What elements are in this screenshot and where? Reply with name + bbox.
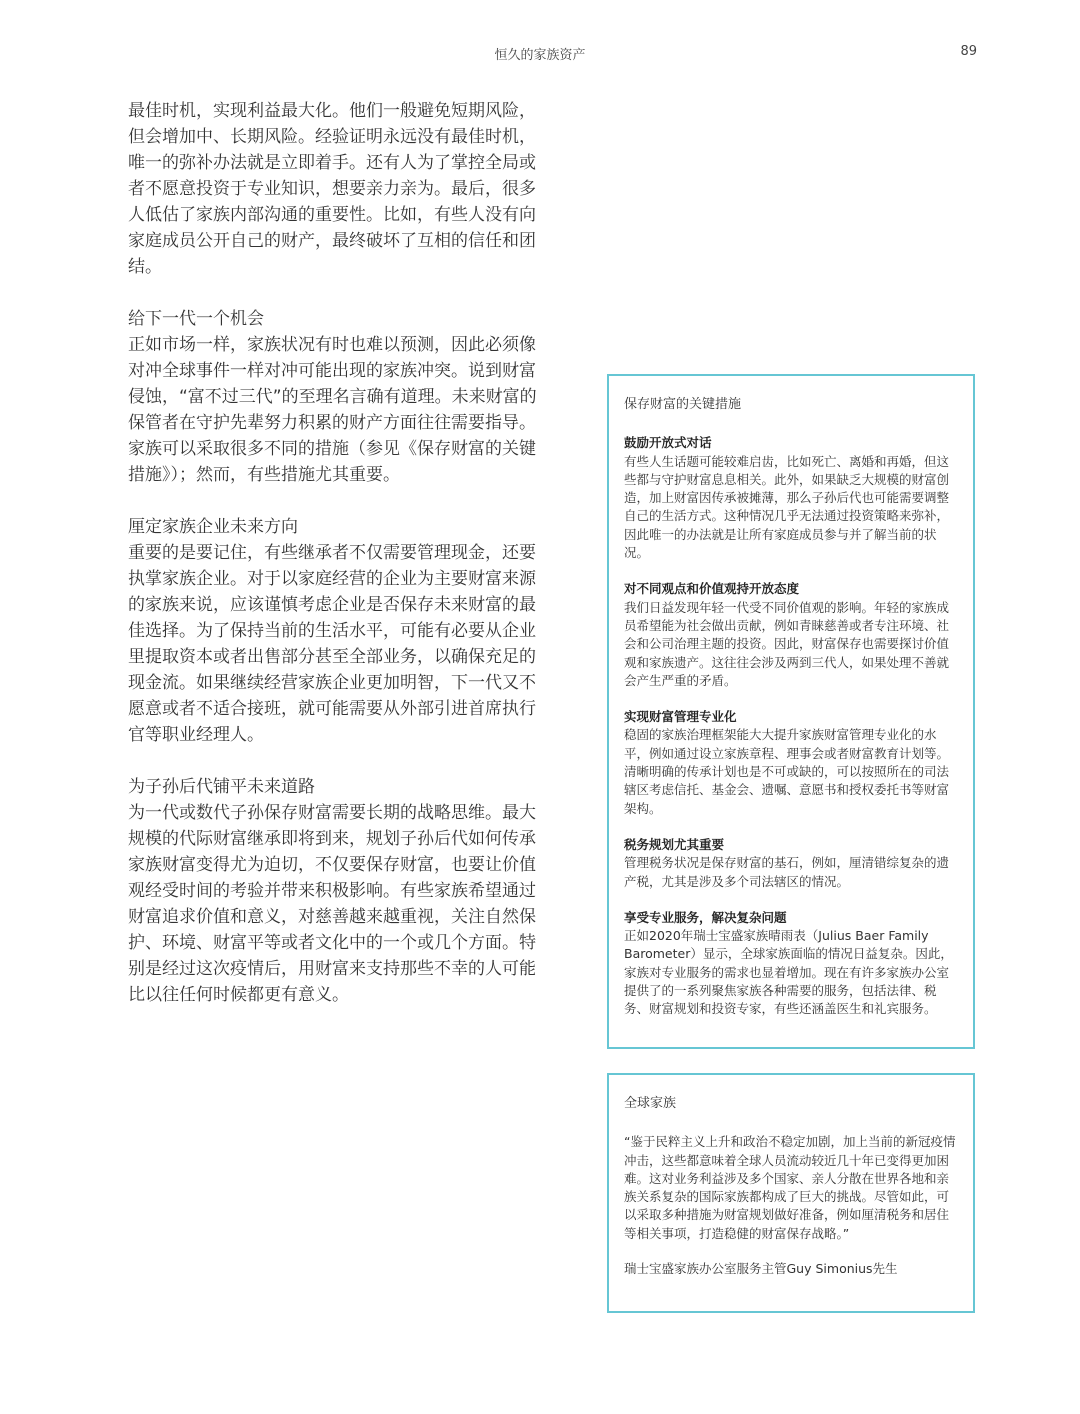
quote-text: “鉴于民粹主义上升和政治不稳定加剧，加上当前的新冠疫情冲击，这些都意味着全球人员流动较近几十年已变得更加困难。这对业务利益涉及多个国家、亲人分散在世界各地和亲族关系复杂的国际家族都构成了巨大的挑战。尽管如此，可以采取多种措施为财富规划做好准备，例如厘清税务和居住等相关事项，打造稳健的财富保存战略。”	[624, 1134, 956, 1241]
measure-heading: 享受专业服务，解决复杂问题	[624, 909, 787, 925]
box-title: 全球家族	[624, 1096, 677, 1111]
page-number: 89	[960, 44, 977, 59]
section-next-generation	[128, 306, 548, 488]
measure-item	[624, 580, 959, 690]
measure-item	[624, 836, 959, 891]
section-body: 为一代或数代子孙保存财富需要长期的战略思维。最大规模的代际财富继承即将到来，规划子孙后代如何传承家族财富变得尤为迫切，不仅要保存财富，也要让价值观经受时间的考验并带来积极影响。有些家族希望通过财富追求价值和意义，对慈善越来越重视，关注自然保护、环境、财富平等或者文化中的一个或几个方面。特别是经过这次疫情后，用财富来支持那些不幸的人可能比以往任何时候都更有意义。	[128, 803, 536, 1005]
section-future-path	[128, 774, 548, 1008]
measure-item	[624, 434, 959, 562]
running-header	[0, 44, 1080, 64]
measure-body: 管理税务状况是保存财富的基石，例如，厘清错综复杂的遗产税，尤其是涉及多个司法辖区的情况。	[624, 855, 950, 889]
measure-item	[624, 708, 959, 818]
box-title: 保存财富的关键措施	[624, 397, 742, 412]
key-measures-box	[607, 374, 975, 1049]
section-heading: 给下一代一个机会	[128, 309, 264, 329]
measure-heading: 鼓励开放式对话	[624, 435, 712, 451]
measure-body: 有些人生话题可能较难启齿，比如死亡、离婚和再婚，但这些都与守护财富息息相关。此外，如果缺乏大规模的财富创造，加上财富因传承被摊薄，那么子孙后代也可能需要调整自己的生活方式。这种情况几乎无法通过投资策略来弥补，因此唯一的办法就是让所有家庭成员参与并了解当前的状况。	[624, 453, 950, 561]
global-families-box	[607, 1073, 975, 1313]
section-body: 正如市场一样，家族状况有时也难以预测，因此必须像对冲全球事件一样对冲可能出现的家族冲突。说到财富侵蚀，“富不过三代”的至理名言确有道理。未来财富的保管者在守护先辈努力积累的财产方面往往需要指导。家族可以采取很多不同的措施（参见《保存财富的关键措施》）；然而，有些措施尤其重要。	[128, 335, 537, 485]
measure-body: 正如2020年瑞士宝盛家族晴雨表（Julius Baer Family Barometer）显示，全球家族面临的情况日益复杂。因此，家族对专业服务的需求也显着增加。现在有许多家族办公室提供了的一系列聚焦家族各种需要的服务，包括法律、税务、财富规划和投资专家，有些还涵盖医生和礼宾服务。	[624, 928, 953, 1017]
intro-paragraph: 最佳时机，实现利益最大化。他们一般避免短期风险，但会增加中、长期风险。经验证明永远没有最佳时机，唯一的弥补办法就是立即着手。还有人为了掌控全局或者不愿意投资于专业知识，想要亲力亲为。最后，很多人低估了家族内部沟通的重要性。比如，有些人没有向家庭成员公开自己的财产，最终破坏了互相的信任和团结。	[128, 101, 536, 277]
measure-body: 稳固的家族治理框架能大大提升家族财富管理专业化的水平，例如通过设立家族章程、理事会或者财富教育计划等。清晰明确的传承计划也是不可或缺的，可以按照所在的司法辖区考虑信托、基金会、遗嘱、意愿书和授权委托书等财富架构。	[624, 727, 950, 816]
running-title: 恒久的家族资产	[494, 48, 586, 63]
measure-item	[624, 909, 959, 1019]
measure-heading: 实现财富管理专业化	[624, 709, 737, 725]
section-family-business	[128, 514, 548, 748]
section-body: 重要的是要记住，有些继承者不仅需要管理现金，还要执掌家族企业。对于以家庭经营的企业为主要财富来源的家族来说，应该谨慎考虑企业是否保存未来财富的最佳选择。为了保持当前的生活水平，可能有必要从企业里提取资本或者出售部分甚至全部业务，以确保充足的现金流。如果继续经营家族企业更加明智，下一代又不愿意或者不适合接班，就可能需要从外部引进首席执行官等职业经理人。	[128, 543, 536, 745]
measure-body: 我们日益发现年轻一代受不同价值观的影响。年轻的家族成员希望能为社会做出贡献，例如青睐慈善或者专注环境、社会和公司治理主题的投资。因此，财富保存也需要探讨价值观和家族遗产。这往往会涉及两到三代人，如果处理不善就会产生严重的矛盾。	[624, 599, 950, 688]
section-heading: 厘定家族企业未来方向	[128, 517, 298, 537]
quote-attribution: 瑞士宝盛家族办公室服务主管Guy Simonius先生	[624, 1261, 898, 1277]
measure-heading: 对不同观点和价值观持开放态度	[624, 581, 800, 597]
measure-heading: 税务规划尤其重要	[624, 836, 725, 852]
main-column	[128, 98, 548, 1008]
section-heading: 为子孙后代铺平未来道路	[128, 777, 315, 797]
